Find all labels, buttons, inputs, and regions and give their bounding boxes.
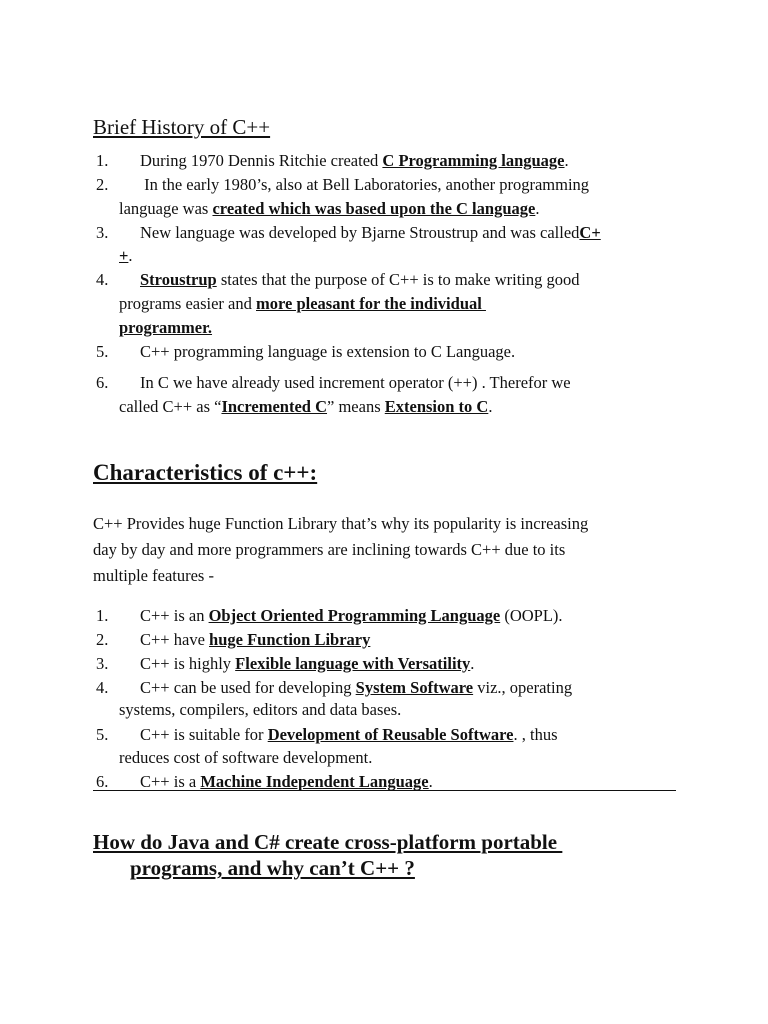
emphasis-text: C Programming language	[382, 151, 565, 170]
item-number: 1.	[96, 151, 109, 170]
item-text-continued	[119, 318, 212, 338]
item-number: 5.	[96, 725, 109, 744]
item-number: 4.	[96, 678, 109, 697]
item-text	[140, 270, 580, 290]
item-text	[140, 630, 370, 650]
text-run: states that the purpose of C++ is to make writing good	[216, 270, 580, 289]
text-run: During 1970 Dennis Ritchie created	[140, 151, 383, 170]
item-text-continued	[119, 397, 492, 417]
item-text	[140, 678, 572, 698]
item-text-continued	[119, 294, 486, 314]
characteristics-heading: Characteristics of c++:	[93, 460, 318, 485]
item-text	[140, 654, 474, 674]
text-run: programs easier and	[119, 294, 256, 313]
text-run: called C++ as “	[119, 397, 222, 416]
emphasis-text: Machine Independent Language	[200, 772, 429, 791]
item-number: 4.	[96, 270, 109, 289]
item-text: In the early 1980’s, also at Bell Laboratories, another programming	[140, 175, 590, 194]
text-run: .	[488, 397, 493, 416]
emphasis-text: Incremented C	[221, 397, 328, 416]
emphasis-text: C+	[579, 223, 601, 242]
text-run: .	[470, 654, 475, 673]
item-text	[140, 725, 558, 745]
emphasis-text: more pleasant for the individual	[256, 294, 486, 313]
text-run: .	[428, 772, 433, 791]
text-run: C++ is a	[140, 772, 201, 791]
item-text-continued	[119, 246, 133, 266]
emphasis-text: huge Function Library	[209, 630, 371, 649]
section-divider	[93, 790, 676, 791]
text-run: (OOPL).	[500, 606, 563, 625]
item-number: 1.	[96, 606, 109, 625]
emphasis-text: Extension to C	[384, 397, 489, 416]
item-number: 6.	[96, 772, 109, 791]
text-run: C++ is highly	[140, 654, 236, 673]
emphasis-text: System Software	[355, 678, 474, 697]
item-number: 6.	[96, 373, 109, 392]
text-run: .	[535, 199, 540, 218]
item-text	[140, 223, 601, 243]
text-run: language was	[119, 199, 213, 218]
intro-line: day by day and more programmers are inclining towards C++ due to its	[93, 540, 566, 559]
item-number: 3.	[96, 223, 109, 242]
item-number: 2.	[96, 630, 109, 649]
text-run: C++ can be used for developing	[140, 678, 356, 697]
item-number: 2.	[96, 175, 109, 194]
text-run: C++ is suitable for	[140, 725, 268, 744]
text-run: New language was developed by Bjarne Stroustrup and was called	[140, 223, 580, 242]
intro-line: multiple features -	[93, 566, 214, 585]
emphasis-text: Stroustrup	[140, 270, 217, 289]
text-run: .	[128, 246, 133, 265]
emphasis-text: Flexible language with Versatility	[235, 654, 471, 673]
emphasis-text: Development of Reusable Software	[267, 725, 514, 744]
item-text-continued	[119, 199, 539, 219]
item-text: In C we have already used increment operator (++) . Therefor we	[140, 373, 571, 392]
item-number: 3.	[96, 654, 109, 673]
emphasis-text: created which was based upon the C language	[212, 199, 536, 218]
emphasis-text: Object Oriented Programming Language	[208, 606, 501, 625]
item-text: C++ programming language is extension to C Language.	[140, 342, 516, 361]
item-text	[140, 151, 569, 171]
text-run: ” means	[327, 397, 385, 416]
item-text-continued: reduces cost of software development.	[119, 748, 373, 767]
intro-line: C++ Provides huge Function Library that’s why its popularity is increasing	[93, 514, 589, 533]
emphasis-text: programmer.	[119, 318, 213, 337]
emphasis-text: +	[119, 246, 129, 265]
text-run: viz., operating	[473, 678, 573, 697]
portable-heading-line1: How do Java and C# create cross-platform portable	[93, 830, 563, 854]
text-run: C++ have	[140, 630, 210, 649]
item-text-continued: systems, compilers, editors and data bases.	[119, 700, 402, 719]
item-text	[140, 606, 563, 626]
text-run: .	[564, 151, 569, 170]
portable-heading-line2: programs, and why can’t C++ ?	[130, 856, 415, 880]
item-text	[140, 772, 433, 792]
history-heading: Brief History of C++	[93, 115, 271, 139]
item-number: 5.	[96, 342, 109, 361]
text-run: . , thus	[513, 725, 558, 744]
text-run: C++ is an	[140, 606, 209, 625]
